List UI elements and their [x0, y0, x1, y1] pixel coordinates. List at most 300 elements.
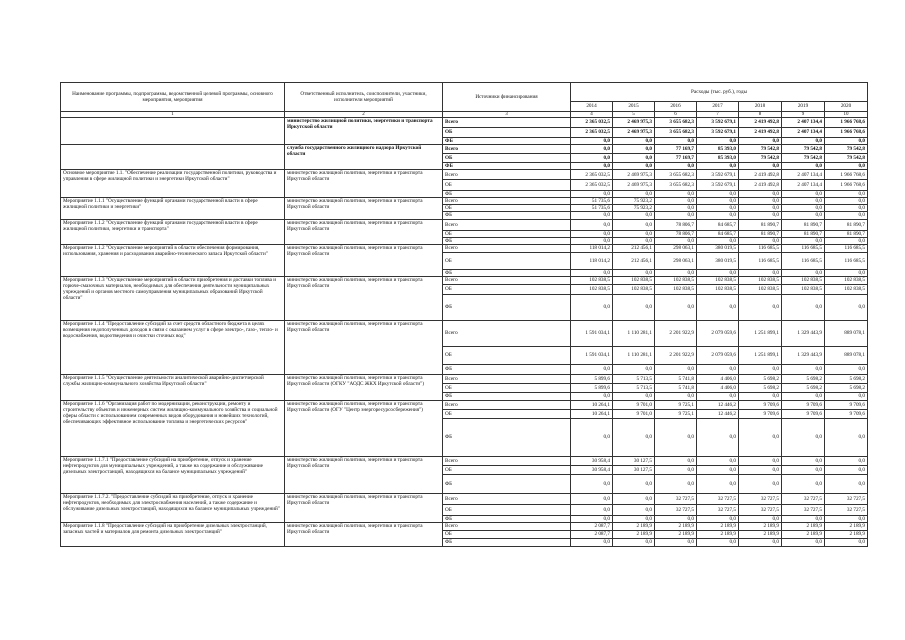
expense-cell: 0,0 — [825, 138, 868, 145]
expense-cell: 77 169,7 — [655, 154, 697, 163]
expense-cell: 0,0 — [782, 212, 825, 219]
expense-cell: 1 966 768,6 — [825, 128, 868, 138]
expense-cell: 0,0 — [739, 163, 782, 170]
responsible-executor: министерство жилищной политики, энергетики и транспорта Иркутской области — [285, 198, 443, 219]
funding-source: Всего — [443, 493, 571, 504]
table-row — [61, 456, 868, 465]
expense-cell: 2 469 975,3 — [613, 170, 655, 180]
expense-cell: 2 469 975,3 — [613, 180, 655, 191]
expense-cell: 0,0 — [571, 269, 613, 276]
expense-cell: 0,0 — [739, 538, 782, 546]
column-index: 4 — [571, 112, 613, 118]
expense-cell: 0,0 — [571, 191, 613, 198]
expense-cell: 116 685,5 — [782, 244, 825, 252]
expense-cell: 2 189,9 — [739, 530, 782, 538]
expense-cell: 75 923,2 — [613, 205, 655, 212]
expense-cell: 0,0 — [825, 538, 868, 546]
expense-cell: 2 189,9 — [613, 522, 655, 530]
expense-cell: 32 727,5 — [697, 504, 739, 515]
expense-cell: 84 685,7 — [697, 230, 739, 237]
expense-cell: 118 014,2 — [571, 244, 613, 252]
expense-cell: 0,0 — [655, 294, 697, 320]
expense-cell: 380 019,5 — [697, 244, 739, 252]
expense-cell: 102 838,5 — [825, 276, 868, 284]
table-row — [61, 244, 868, 252]
expense-cell: 0,0 — [825, 237, 868, 244]
expense-cell: 0,0 — [782, 418, 825, 456]
expense-cell: 0,0 — [697, 198, 739, 205]
expense-cell: 889 078,1 — [825, 320, 868, 346]
expense-cell: 2 365 032,5 — [571, 170, 613, 180]
expense-cell: 0,0 — [697, 392, 739, 400]
responsible-executor: министерство жилищной политики, энергетики и транспорта Иркутской области — [285, 276, 443, 320]
expense-cell: 0,0 — [655, 418, 697, 456]
expense-cell: 2 419 492,8 — [739, 170, 782, 180]
funding-source: Всего — [443, 522, 571, 530]
expense-cell: 9 709,6 — [825, 409, 868, 418]
expense-cell: 2 407 134,4 — [782, 118, 825, 128]
funding-source: ФБ — [443, 269, 571, 276]
expense-cell: 81 890,7 — [825, 230, 868, 237]
expense-cell: 5 698,2 — [825, 383, 868, 392]
expense-cell: 2 189,9 — [782, 530, 825, 538]
expense-cell: 0,0 — [571, 474, 613, 493]
expense-cell: 0,0 — [613, 515, 655, 522]
responsible-executor: министерство жилищной политики, энергетики и транспорта Иркутской области — [285, 170, 443, 198]
expense-cell: 5 713,5 — [613, 374, 655, 383]
expense-cell: 0,0 — [697, 212, 739, 219]
expense-cell: 0,0 — [571, 392, 613, 400]
expense-cell: 2 189,9 — [697, 522, 739, 530]
column-index: 2 — [285, 112, 443, 118]
funding-source: Всего — [443, 374, 571, 383]
expense-cell: 0,0 — [613, 138, 655, 145]
funding-source: ОБ — [443, 409, 571, 418]
expense-cell: 85 393,0 — [697, 154, 739, 163]
activity-name: Мероприятие 1.1.6 "Организация работ по модернизации, реконструкции, ремонту и строительству объектов и инженерных систем жилищно-коммунального хозяйства и социальной сферы области с использованием современных видов оборудования и новейших технологий, обеспечивающих эффективное использование топлива и энергетических ресурсов" — [61, 400, 285, 456]
expense-cell: 0,0 — [739, 205, 782, 212]
expense-cell: 0,0 — [739, 237, 782, 244]
expense-cell: 2 365 032,5 — [571, 180, 613, 191]
funding-source: ФБ — [443, 392, 571, 400]
table-body — [61, 118, 868, 547]
funding-source: ФБ — [443, 515, 571, 522]
expense-cell: 0,0 — [825, 212, 868, 219]
activity-name: Мероприятие 1.1.2 "Осуществление функций органами государственной власти в сфере жилищной политики, энергетики и транспорта" — [61, 219, 285, 244]
funding-source: ОБ — [443, 128, 571, 138]
expense-cell: 9 725,1 — [655, 409, 697, 418]
expense-cell: 81 890,7 — [739, 230, 782, 237]
expense-cell: 9 701,0 — [613, 400, 655, 409]
responsible-executor: министерство жилищной политики, энергетики и транспорта Иркутской области — [285, 493, 443, 522]
expense-cell: 102 838,5 — [613, 284, 655, 294]
expense-cell: 0,0 — [697, 163, 739, 170]
expense-cell: 10 264,1 — [571, 409, 613, 418]
table-row — [61, 198, 868, 205]
expense-cell: 10 264,1 — [571, 400, 613, 409]
expense-cell: 298 063,1 — [655, 244, 697, 252]
expense-cell: 2 419 492,8 — [739, 128, 782, 138]
expense-cell: 0,0 — [825, 474, 868, 493]
expense-cell: 9 709,6 — [739, 409, 782, 418]
table-row — [61, 522, 868, 530]
expense-cell: 0,0 — [739, 138, 782, 145]
column-index: 9 — [782, 112, 825, 118]
expense-cell: 116 685,5 — [782, 252, 825, 269]
expense-cell: 81 890,7 — [782, 230, 825, 237]
expense-cell: 0,0 — [571, 163, 613, 170]
expense-cell: 0,0 — [782, 465, 825, 474]
expense-cell: 0,0 — [825, 294, 868, 320]
expense-cell: 0,0 — [571, 294, 613, 320]
column-index: 3 — [443, 112, 571, 118]
expense-cell: 0,0 — [655, 163, 697, 170]
expense-cell: 0,0 — [571, 237, 613, 244]
expense-cell: 0,0 — [739, 269, 782, 276]
expense-cell: 0,0 — [825, 191, 868, 198]
expense-cell: 51 735,6 — [571, 205, 613, 212]
expense-cell: 212 456,1 — [613, 252, 655, 269]
expense-cell: 0,0 — [825, 515, 868, 522]
funding-source: ОБ — [443, 284, 571, 294]
header-source: Источники финансирования — [443, 83, 571, 112]
header-responsible: Ответственный исполнитель, соисполнители, участники, исполнители мероприятий — [285, 83, 443, 112]
expense-cell: 5 899,6 — [571, 374, 613, 383]
expense-cell: 118 014,2 — [571, 252, 613, 269]
expense-cell: 2 079 059,6 — [697, 320, 739, 346]
expense-cell: 3 592 679,1 — [697, 180, 739, 191]
expense-cell: 30 958,4 — [571, 465, 613, 474]
expense-cell: 4 406,0 — [697, 374, 739, 383]
expense-cell: 2 189,9 — [697, 530, 739, 538]
table-row — [61, 374, 868, 383]
expense-cell: 0,0 — [613, 392, 655, 400]
expense-cell: 102 838,5 — [571, 276, 613, 284]
expense-cell: 0,0 — [571, 418, 613, 456]
expense-cell: 0,0 — [697, 418, 739, 456]
expense-cell: 79 542,8 — [739, 154, 782, 163]
expense-cell: 0,0 — [697, 269, 739, 276]
expense-cell: 0,0 — [613, 145, 655, 154]
expense-cell: 78 806,7 — [655, 219, 697, 230]
expense-cell: 0,0 — [571, 230, 613, 237]
expense-cell: 0,0 — [782, 191, 825, 198]
funding-source: Всего — [443, 400, 571, 409]
expense-cell: 79 542,8 — [739, 145, 782, 154]
funding-source: ФБ — [443, 538, 571, 546]
expense-cell: 51 735,6 — [571, 198, 613, 205]
activity-name: Мероприятие 1.1.8 "Предоставление субсидий на приобретение дизельных электростанций, запасных частей и материалов для ремонта дизельных электростанций" — [61, 522, 285, 546]
expense-cell: 102 838,5 — [782, 284, 825, 294]
expense-cell: 116 685,5 — [739, 252, 782, 269]
expense-cell: 0,0 — [782, 163, 825, 170]
expense-cell: 5 698,2 — [782, 383, 825, 392]
expense-cell: 0,0 — [571, 138, 613, 145]
expense-cell: 0,0 — [655, 212, 697, 219]
expense-cell: 0,0 — [782, 538, 825, 546]
expense-cell: 0,0 — [782, 269, 825, 276]
expense-cell: 0,0 — [571, 364, 613, 374]
expense-cell: 0,0 — [825, 163, 868, 170]
expense-cell: 32 727,5 — [739, 504, 782, 515]
expense-cell: 116 685,5 — [825, 244, 868, 252]
funding-source: ФБ — [443, 163, 571, 170]
expense-cell: 0,0 — [739, 465, 782, 474]
expense-cell: 3 655 682,3 — [655, 170, 697, 180]
table-row — [61, 170, 868, 180]
expense-cell: 0,0 — [571, 145, 613, 154]
expense-cell: 2 189,9 — [655, 522, 697, 530]
expense-cell: 0,0 — [697, 474, 739, 493]
expense-cell: 81 890,7 — [739, 219, 782, 230]
budget-table-page — [60, 82, 867, 547]
expense-cell: 0,0 — [571, 515, 613, 522]
expense-cell: 1 251 899,1 — [739, 320, 782, 346]
expense-cell: 85 393,0 — [697, 145, 739, 154]
expense-cell: 3 592 679,1 — [697, 128, 739, 138]
funding-source: ОБ — [443, 154, 571, 163]
expense-cell: 9 709,6 — [782, 400, 825, 409]
expense-cell: 0,0 — [739, 456, 782, 465]
activity-name: Мероприятие 1.1.2 "Осуществление мероприятий в области обеспечения формирования, использования, хранения и расходования аварийно-технического запаса Иркутской области" — [61, 244, 285, 276]
funding-source: ФБ — [443, 364, 571, 374]
expense-cell: 0,0 — [739, 392, 782, 400]
expense-cell: 102 838,5 — [825, 284, 868, 294]
expense-cell: 0,0 — [825, 465, 868, 474]
table-row — [61, 493, 868, 504]
funding-source: ФБ — [443, 212, 571, 219]
expense-cell: 0,0 — [613, 474, 655, 493]
expense-cell: 0,0 — [739, 294, 782, 320]
expense-cell: 0,0 — [613, 163, 655, 170]
expense-cell: 9 725,1 — [655, 400, 697, 409]
expense-cell: 0,0 — [697, 294, 739, 320]
expense-cell: 0,0 — [739, 212, 782, 219]
expense-cell: 32 727,5 — [825, 493, 868, 504]
table-row — [61, 320, 868, 346]
expense-cell: 0,0 — [613, 212, 655, 219]
expense-cell: 380 019,5 — [697, 252, 739, 269]
expense-cell: 2 419 492,8 — [739, 180, 782, 191]
expense-cell: 0,0 — [613, 219, 655, 230]
funding-source: ФБ — [443, 237, 571, 244]
expense-cell: 0,0 — [655, 138, 697, 145]
expense-cell: 102 838,5 — [697, 276, 739, 284]
expense-cell: 0,0 — [655, 474, 697, 493]
header-year: 2015 — [613, 102, 655, 112]
responsible-executor: служба государственного жилищного надзора Иркутской области — [285, 145, 443, 170]
funding-source: ОБ — [443, 346, 571, 364]
expense-cell: 30 127,5 — [613, 456, 655, 465]
expense-cell: 298 063,1 — [655, 252, 697, 269]
expense-cell: 889 078,1 — [825, 346, 868, 364]
expense-cell: 0,0 — [655, 191, 697, 198]
expense-cell: 2 189,9 — [739, 522, 782, 530]
expense-cell: 212 456,1 — [613, 244, 655, 252]
expense-cell: 2 087,7 — [571, 522, 613, 530]
header-year: 2019 — [782, 102, 825, 112]
funding-source: ФБ — [443, 294, 571, 320]
expense-cell: 102 838,5 — [739, 276, 782, 284]
column-index: 8 — [739, 112, 782, 118]
expense-cell: 0,0 — [613, 294, 655, 320]
expense-cell: 32 727,5 — [655, 493, 697, 504]
expense-cell: 2 189,9 — [782, 522, 825, 530]
expense-cell: 0,0 — [739, 515, 782, 522]
expense-cell: 78 806,7 — [655, 230, 697, 237]
expense-cell: 3 592 679,1 — [697, 118, 739, 128]
expense-cell: 2 469 975,3 — [613, 128, 655, 138]
column-index: 10 — [825, 112, 868, 118]
expense-cell: 0,0 — [655, 515, 697, 522]
funding-source: Всего — [443, 320, 571, 346]
responsible-executor: министерство жилищной политики, энергетики и транспорта Иркутской области (ОГКУ "АОДС ЖКХ Иркутской области") — [285, 374, 443, 400]
expense-cell: 0,0 — [571, 493, 613, 504]
expense-cell: 4 406,0 — [697, 383, 739, 392]
funding-source: ФБ — [443, 191, 571, 198]
expense-cell: 5 899,6 — [571, 383, 613, 392]
table-row — [61, 145, 868, 154]
expense-cell: 1 966 768,6 — [825, 170, 868, 180]
expense-cell: 0,0 — [613, 504, 655, 515]
responsible-executor: министерство жилищной политики, энергетики и транспорта Иркутской области — [285, 522, 443, 546]
expense-cell: 0,0 — [613, 364, 655, 374]
expense-cell: 0,0 — [697, 515, 739, 522]
expense-cell: 0,0 — [825, 456, 868, 465]
expense-cell: 1 110 281,1 — [613, 320, 655, 346]
expense-cell: 0,0 — [613, 191, 655, 198]
expense-cell: 2 407 134,4 — [782, 128, 825, 138]
expense-cell: 30 127,5 — [613, 465, 655, 474]
expense-cell: 0,0 — [739, 198, 782, 205]
expense-cell: 77 169,7 — [655, 145, 697, 154]
table-row — [61, 118, 868, 128]
expense-cell: 2 189,9 — [655, 530, 697, 538]
expense-cell: 0,0 — [825, 364, 868, 374]
expense-cell: 102 838,5 — [782, 276, 825, 284]
column-index: 7 — [697, 112, 739, 118]
expense-cell: 9 709,6 — [782, 409, 825, 418]
table-row — [61, 219, 868, 230]
header-year: 2016 — [655, 102, 697, 112]
expense-cell: 1 591 034,1 — [571, 320, 613, 346]
expense-cell: 0,0 — [782, 392, 825, 400]
expense-cell: 0,0 — [739, 474, 782, 493]
expense-cell: 5 698,2 — [739, 383, 782, 392]
funding-source: Всего — [443, 456, 571, 465]
expense-cell: 0,0 — [571, 504, 613, 515]
expense-cell: 2 407 134,4 — [782, 170, 825, 180]
expense-cell: 0,0 — [655, 538, 697, 546]
funding-source: ФБ — [443, 138, 571, 145]
expense-cell: 0,0 — [825, 418, 868, 456]
expense-cell: 2 407 134,4 — [782, 180, 825, 191]
expense-cell: 0,0 — [739, 418, 782, 456]
expense-cell: 2 365 032,5 — [571, 128, 613, 138]
expense-cell: 0,0 — [655, 456, 697, 465]
responsible-executor: министерство жилищной политики, энергетики и транспорта Иркутской области (ОГУ "Центр энергоресурсосбережения") — [285, 400, 443, 456]
expense-cell: 0,0 — [782, 294, 825, 320]
expense-cell: 0,0 — [782, 364, 825, 374]
expense-cell: 32 727,5 — [655, 504, 697, 515]
table-row — [61, 276, 868, 284]
funding-source: ОБ — [443, 465, 571, 474]
expense-cell: 0,0 — [655, 269, 697, 276]
expense-cell: 0,0 — [613, 418, 655, 456]
activity-name: Основное мероприятие 1.1. "Обеспечение реализации государственной политики, руководства и управления в сфере жилищной политики и энергетики Иркутской области" — [61, 170, 285, 198]
activity-name — [61, 118, 285, 145]
activity-name: Мероприятие 1.1.3 "Осуществление мероприятий в области приобретения и доставки топлива и горюче-смазочных материалов, необходимых для обеспечения деятельности муниципальных учреждений и органов местного самоуправления муниципальных образований Иркутской области" — [61, 276, 285, 320]
expense-cell: 79 542,8 — [782, 154, 825, 163]
expense-cell: 1 329 443,9 — [782, 346, 825, 364]
expense-cell: 32 727,5 — [825, 504, 868, 515]
expense-cell: 0,0 — [655, 392, 697, 400]
budget-table — [60, 82, 868, 547]
expense-cell: 3 655 682,3 — [655, 128, 697, 138]
expense-cell: 2 087,7 — [571, 530, 613, 538]
expense-cell: 0,0 — [825, 269, 868, 276]
header-name: Наименование программы, подпрограммы, ведомственной целевой программы, основного мероприятия, мероприятия — [61, 83, 285, 112]
expense-cell: 79 542,8 — [825, 154, 868, 163]
expense-cell: 0,0 — [613, 538, 655, 546]
funding-source: ОБ — [443, 252, 571, 269]
expense-cell: 0,0 — [782, 138, 825, 145]
expense-cell: 2 201 922,9 — [655, 346, 697, 364]
activity-name: Мероприятие 1.1.7.1 "Предоставление субсидий на приобретение, отпуск и хранение нефтепродуктов для муниципальных учреждений, а также на содержание и обслуживание дизельных электростанций, находящихся на балансе муниципальных учреждений" — [61, 456, 285, 493]
funding-source: ФБ — [443, 418, 571, 456]
column-index: 1 — [61, 112, 285, 118]
expense-cell: 9 701,0 — [613, 409, 655, 418]
expense-cell: 84 685,7 — [697, 219, 739, 230]
expense-cell: 79 542,8 — [825, 145, 868, 154]
expense-cell: 0,0 — [825, 198, 868, 205]
funding-source: ОБ — [443, 504, 571, 515]
expense-cell: 0,0 — [655, 205, 697, 212]
expense-cell: 102 838,5 — [571, 284, 613, 294]
expense-cell: 9 709,6 — [825, 400, 868, 409]
responsible-executor: министерство жилищной политики, энергетики и транспорта Иркутской области — [285, 118, 443, 145]
responsible-executor: министерство жилищной политики, энергетики и транспорта Иркутской области — [285, 456, 443, 493]
header-year: 2018 — [739, 102, 782, 112]
expense-cell: 3 592 679,1 — [697, 170, 739, 180]
header-year: 2017 — [697, 102, 739, 112]
expense-cell: 0,0 — [655, 465, 697, 474]
expense-cell: 1 110 281,1 — [613, 346, 655, 364]
expense-cell: 0,0 — [782, 198, 825, 205]
expense-cell: 0,0 — [613, 237, 655, 244]
expense-cell: 0,0 — [697, 237, 739, 244]
expense-cell: 2 419 492,8 — [739, 118, 782, 128]
expense-cell: 2 189,9 — [825, 522, 868, 530]
expense-cell: 0,0 — [613, 269, 655, 276]
expense-cell: 32 727,5 — [782, 493, 825, 504]
expense-cell: 5 713,5 — [613, 383, 655, 392]
expense-cell: 0,0 — [571, 212, 613, 219]
expense-cell: 81 890,7 — [825, 219, 868, 230]
funding-source: Всего — [443, 219, 571, 230]
expense-cell: 5 698,2 — [782, 374, 825, 383]
expense-cell: 75 923,2 — [613, 198, 655, 205]
header-expenses: Расходы (тыс. руб.), годы — [571, 83, 868, 102]
expense-cell: 79 542,8 — [782, 145, 825, 154]
expense-cell: 2 365 032,5 — [571, 118, 613, 128]
expense-cell: 0,0 — [571, 538, 613, 546]
expense-cell: 0,0 — [697, 538, 739, 546]
expense-cell: 2 189,9 — [613, 530, 655, 538]
activity-name: Мероприятие 1.1.7.2. "Предоставление субсидий на приобретение, отпуск и хранение нефтепродуктов, необходимых для электроснабжения населений, а также содержание и обслуживание дизельных электростанций, находящихся на балансе муниципальных учреждений" — [61, 493, 285, 522]
funding-source: ОБ — [443, 180, 571, 191]
table-row — [61, 400, 868, 409]
